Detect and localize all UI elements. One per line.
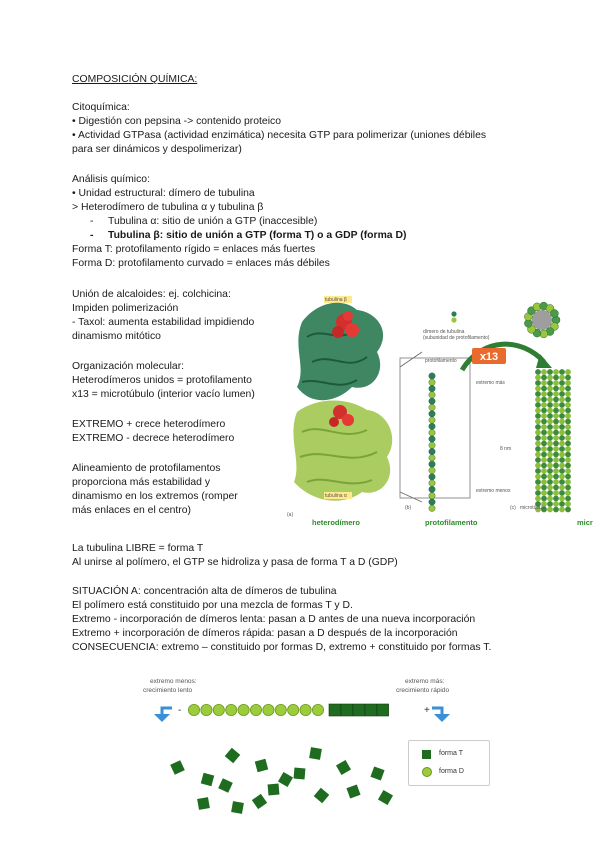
- protofilament-subunit: [429, 423, 435, 429]
- cylinder-subunit: [565, 485, 571, 491]
- figure-panel-c: (c): [510, 505, 516, 511]
- cylinder-subunit: [565, 380, 571, 386]
- cylinder-subunit: [559, 397, 565, 403]
- cylinder-subunit: [553, 391, 559, 397]
- microtubulo-small: microtúbulo: [520, 505, 546, 511]
- cylinder-subunit: [553, 402, 559, 408]
- cylinder-subunit: [553, 424, 559, 430]
- free-tubulin-scatter: [160, 740, 400, 820]
- cylinder-subunit: [559, 446, 565, 452]
- organizacion-line-2: Heterodímeros unidos = protofilamento: [72, 375, 252, 386]
- cylinder-subunit: [541, 463, 547, 469]
- cylinder-subunit: [547, 485, 553, 491]
- free-forma-t-square: [170, 760, 185, 775]
- protofilament-subunit: [429, 493, 435, 499]
- forma-t-square: [353, 704, 365, 716]
- cylinder-subunit: [559, 369, 565, 375]
- cylinder-subunit: [565, 501, 571, 507]
- cylinder-subunit: [547, 430, 553, 436]
- plus-sign: +: [424, 705, 430, 716]
- forma-t-square: [329, 704, 341, 716]
- free-forma-t-square: [336, 760, 351, 775]
- protofilament-subunit: [429, 404, 435, 410]
- cylinder-subunit: [559, 391, 565, 397]
- legend-circle-icon: [422, 767, 432, 777]
- protofilament-subunit: [429, 411, 435, 417]
- filament-diagram-svg: [150, 696, 450, 726]
- situacion-line-2: El polímero está constituido por una mezcla de formas T y D.: [72, 600, 353, 611]
- extremo-minus-line: EXTREMO - decrece heterodímero: [72, 433, 235, 444]
- analisis-line-3: Tubulina α: sitio de unión a GTP (inaccesible): [108, 216, 318, 227]
- protofilament-subunit: [429, 486, 435, 492]
- cylinder-subunit: [535, 386, 541, 392]
- situacion-line-1: SITUACIÓN A: concentración alta de dímeros de tubulina: [72, 586, 337, 597]
- protofilament-subunit: [429, 392, 435, 398]
- extremo-mas-small: extremo más: [476, 380, 505, 386]
- dimer-note-2: (subunidad de protofilamento): [423, 335, 490, 341]
- legend-forma-t: forma T: [439, 750, 463, 757]
- alcaloides-line-4: dinamismo mitótico: [72, 331, 161, 342]
- cylinder-subunit: [535, 457, 541, 463]
- forma-d-circle: [213, 704, 224, 715]
- alcaloides-line-3: - Taxol: aumenta estabilidad impidiendo: [72, 317, 255, 328]
- cylinder-subunit: [565, 386, 571, 392]
- protofilament-subunit: [429, 398, 435, 404]
- libre-line-2: Al unirse al polímero, el GTP se hidroliza y pasa de forma T a D (GDP): [72, 557, 398, 568]
- cylinder-subunit: [541, 468, 547, 474]
- free-forma-t-square: [225, 748, 240, 763]
- analisis-line-2: > Heterodímero de tubulina α y tubulina β: [72, 202, 264, 213]
- free-forma-t-square: [201, 773, 214, 786]
- cylinder-subunit: [541, 413, 547, 419]
- microtubule-cylinder: [535, 369, 571, 512]
- protofilament-subunit: [429, 499, 435, 505]
- situacion-line-5: CONSECUENCIA: extremo – constituido por formas D, extremo + constituido por formas T.: [72, 642, 492, 653]
- forma-d-circle: [201, 704, 212, 715]
- cylinder-subunit: [559, 424, 565, 430]
- page-title: COMPOSICIÓN QUÍMICA:: [72, 74, 198, 85]
- protofilament-subunit: [429, 379, 435, 385]
- forma-d-circle: [226, 704, 237, 715]
- extremo-plus-line: EXTREMO + crece heterodímero: [72, 419, 226, 430]
- cylinder-subunit: [547, 386, 553, 392]
- minus-sign: -: [178, 705, 182, 716]
- cylinder-subunit: [535, 380, 541, 386]
- cylinder-subunit: [547, 507, 553, 513]
- libre-line-1: La tubulina LIBRE = forma T: [72, 543, 204, 554]
- cylinder-subunit: [535, 452, 541, 458]
- cylinder-subunit: [565, 463, 571, 469]
- cylinder-subunit: [535, 479, 541, 485]
- cylinder-subunit: [565, 474, 571, 480]
- forma-d-circle: [312, 704, 323, 715]
- extremo-menos-small: extremo menos: [476, 488, 511, 494]
- cylinder-subunit: [541, 479, 547, 485]
- cylinder-subunit: [565, 408, 571, 414]
- protofilament-subunit: [429, 480, 435, 486]
- cylinder-subunit: [541, 490, 547, 496]
- citoquimica-bullet-1: • Digestión con pepsina -> contenido proteico: [72, 116, 281, 127]
- cylinder-subunit: [535, 408, 541, 414]
- free-forma-t-square: [231, 801, 244, 814]
- cylinder-subunit: [565, 446, 571, 452]
- cylinder-subunit: [547, 457, 553, 463]
- cylinder-subunit: [535, 496, 541, 502]
- cylinder-subunit: [553, 452, 559, 458]
- cylinder-subunit: [559, 485, 565, 491]
- free-forma-t-square: [255, 759, 268, 772]
- filament-circles: [188, 704, 323, 715]
- cylinder-subunit: [553, 474, 559, 480]
- cylinder-subunit: [535, 397, 541, 403]
- cylinder-subunit: [547, 474, 553, 480]
- cylinder-subunit: [547, 479, 553, 485]
- cylinder-subunit: [559, 452, 565, 458]
- cylinder-subunit: [559, 490, 565, 496]
- forma-d-circle: [300, 704, 311, 715]
- dimer-icon-bottom: [451, 317, 456, 322]
- cylinder-subunit: [553, 369, 559, 375]
- protofilament-subunit: [429, 467, 435, 473]
- legend-square-icon: [422, 750, 431, 759]
- cylinder-subunit: [535, 402, 541, 408]
- cylinder-subunit: [547, 463, 553, 469]
- cylinder-subunit: [541, 424, 547, 430]
- cylinder-subunit: [565, 441, 571, 447]
- cylinder-subunit: [565, 452, 571, 458]
- cylinder-subunit: [535, 375, 541, 381]
- situacion-line-4: Extremo + incorporación de dímeros rápida: pasan a D después de la incorporación: [72, 628, 458, 639]
- cylinder-subunit: [541, 446, 547, 452]
- cylinder-subunit: [553, 386, 559, 392]
- alineamiento-line-2: proporciona más estabilidad y: [72, 477, 211, 488]
- cylinder-subunit: [541, 435, 547, 441]
- cylinder-subunit: [565, 507, 571, 513]
- cylinder-subunit: [535, 490, 541, 496]
- protofilament-subunit: [429, 373, 435, 379]
- cylinder-subunit: [559, 496, 565, 502]
- situacion-line-3: Extremo - incorporación de dímeros lenta: pasan a D antes de una nueva incorporación: [72, 614, 476, 625]
- cylinder-subunit: [535, 446, 541, 452]
- extremo-menos-l1: extremo menos:: [150, 678, 197, 685]
- alcaloides-line-1: Unión de alcaloides: ej. colchicina:: [72, 289, 231, 300]
- nm-small: 8 nm: [500, 446, 512, 452]
- cylinder-subunit: [541, 430, 547, 436]
- cylinder-subunit: [559, 408, 565, 414]
- forma-d-circle: [288, 704, 299, 715]
- cylinder-subunit: [559, 380, 565, 386]
- cylinder-subunit: [559, 474, 565, 480]
- analisis-line-6: Forma D: protofilamento curvado = enlaces más débiles: [72, 258, 330, 269]
- dimer-note-1: dímero de tubulina: [423, 329, 465, 335]
- cylinder-subunit: [541, 441, 547, 447]
- cylinder-subunit: [535, 391, 541, 397]
- cylinder-subunit: [535, 369, 541, 375]
- cylinder-subunit: [547, 419, 553, 425]
- cylinder-subunit: [553, 430, 559, 436]
- forma-t-square: [341, 704, 353, 716]
- cylinder-subunit: [547, 441, 553, 447]
- protofilament-subunit: [429, 417, 435, 423]
- cylinder-subunit: [565, 369, 571, 375]
- cylinder-subunit: [541, 474, 547, 480]
- heterodimero-label: heterodímero: [312, 518, 360, 527]
- citoquimica-heading: Citoquímica:: [72, 102, 130, 113]
- cylinder-subunit: [541, 408, 547, 414]
- cylinder-subunit: [547, 402, 553, 408]
- cylinder-subunit: [559, 430, 565, 436]
- extremo-mas-l2: crecimiento rápido: [396, 687, 450, 694]
- cylinder-subunit: [535, 430, 541, 436]
- cylinder-subunit: [541, 380, 547, 386]
- forma-t-square: [377, 704, 389, 716]
- citoquimica-bullet-2a: • Actividad GTPasa (actividad enzimática) necesita GTP para polimerizar (uniones débiles: [72, 130, 487, 141]
- microtubulo-label: micr: [577, 518, 593, 527]
- figure-panel-b: (b): [405, 505, 412, 511]
- cylinder-subunit: [547, 435, 553, 441]
- filament-diagram: [150, 696, 450, 726]
- cylinder-subunit: [553, 457, 559, 463]
- cylinder-subunit: [553, 380, 559, 386]
- cylinder-subunit: [547, 397, 553, 403]
- forma-d-circle: [263, 704, 274, 715]
- forma-d-circle: [275, 704, 286, 715]
- forma-d-circle: [188, 704, 199, 715]
- cylinder-subunit: [559, 413, 565, 419]
- figure-panel-a: (a): [287, 512, 294, 518]
- cylinder-subunit: [553, 441, 559, 447]
- cylinder-subunit: [547, 391, 553, 397]
- free-forma-t-square: [268, 784, 280, 796]
- cylinder-subunit: [565, 468, 571, 474]
- cylinder-subunit: [541, 419, 547, 425]
- protofilament-column: [429, 311, 457, 511]
- cylinder-subunit: [553, 413, 559, 419]
- extremo-mas-l1: extremo más:: [405, 678, 445, 685]
- cylinder-subunit: [547, 501, 553, 507]
- cylinder-subunit: [559, 419, 565, 425]
- cylinder-subunit: [553, 479, 559, 485]
- protofilament-subunit: [429, 461, 435, 467]
- cylinder-subunit: [535, 419, 541, 425]
- cylinder-subunit: [535, 435, 541, 441]
- organizacion-line-1: Organización molecular:: [72, 361, 185, 372]
- heterodimer-illustration: [293, 296, 392, 501]
- free-forma-t-square: [378, 790, 393, 805]
- cylinder-subunit: [547, 375, 553, 381]
- cylinder-subunit: [535, 485, 541, 491]
- analisis-heading: Análisis químico:: [72, 174, 150, 185]
- filament-squares: [329, 704, 389, 716]
- cylinder-subunit: [553, 490, 559, 496]
- analisis-line-4: Tubulina β: sitio de unión a GTP (forma T) o a GDP (forma D): [108, 230, 407, 241]
- cylinder-subunit: [565, 490, 571, 496]
- cylinder-subunit: [559, 463, 565, 469]
- cylinder-subunit: [547, 490, 553, 496]
- protofilament-subunit: [429, 442, 435, 448]
- cylinder-subunit: [565, 457, 571, 463]
- protofilament-subunit: [429, 455, 435, 461]
- cylinder-subunit: [535, 474, 541, 480]
- forma-d-circle: [238, 704, 249, 715]
- cylinder-subunit: [535, 441, 541, 447]
- cylinder-subunit: [559, 468, 565, 474]
- alcaloides-line-2: Impiden polimerización: [72, 303, 179, 314]
- x13-label: x13: [479, 351, 499, 363]
- cylinder-subunit: [547, 413, 553, 419]
- cylinder-subunit: [541, 485, 547, 491]
- cylinder-subunit: [565, 413, 571, 419]
- cylinder-subunit: [553, 408, 559, 414]
- forma-t-square: [365, 704, 377, 716]
- protofilament-subunit: [429, 474, 435, 480]
- free-forma-t-square: [218, 778, 233, 793]
- free-forma-t-square: [252, 794, 267, 809]
- cylinder-subunit: [541, 457, 547, 463]
- cylinder-subunit: [565, 375, 571, 381]
- list-dash: -: [90, 216, 94, 227]
- cylinder-subunit: [553, 501, 559, 507]
- cylinder-subunit: [565, 391, 571, 397]
- free-forma-t-square: [370, 766, 384, 780]
- organizacion-line-3: x13 = microtúbulo (interior vacío lumen): [72, 389, 255, 400]
- cylinder-subunit: [541, 375, 547, 381]
- list-dash: -: [90, 230, 94, 241]
- protofilament-subunit: [429, 448, 435, 454]
- cylinder-subunit: [547, 369, 553, 375]
- free-forma-t-square: [197, 797, 210, 810]
- free-forma-t-square: [346, 784, 360, 798]
- cylinder-subunit: [535, 468, 541, 474]
- legend-forma-d: forma D: [439, 768, 464, 775]
- protofilament-subunit: [429, 385, 435, 391]
- cylinder-subunit: [541, 402, 547, 408]
- alineamiento-line-1: Alineamiento de protofilamentos: [72, 463, 221, 474]
- tubulina-b-caption: tubulina β: [325, 297, 347, 303]
- analisis-line-5: Forma T: protofilamento rígido = enlaces más fuertes: [72, 244, 316, 255]
- cylinder-subunit: [565, 435, 571, 441]
- cylinder-subunit: [553, 446, 559, 452]
- forma-d-circle: [250, 704, 261, 715]
- tubulina-a-caption: tubulina α: [325, 493, 347, 499]
- cylinder-subunit: [559, 457, 565, 463]
- cylinder-subunit: [547, 424, 553, 430]
- protofilament-subunit: [429, 436, 435, 442]
- cylinder-subunit: [565, 479, 571, 485]
- cylinder-subunit: [541, 391, 547, 397]
- dimer-icon-top: [451, 311, 456, 316]
- legend-box: [408, 740, 490, 786]
- cylinder-subunit: [541, 496, 547, 502]
- citoquimica-bullet-2b: para ser dinámicos y despolimerizar): [72, 144, 242, 155]
- cylinder-subunit: [565, 402, 571, 408]
- cylinder-subunit: [547, 496, 553, 502]
- extremo-menos-l2: crecimiento lento: [143, 687, 193, 694]
- free-forma-t-square: [294, 768, 306, 780]
- protofilament-subunit: [429, 430, 435, 436]
- cylinder-subunit: [547, 408, 553, 414]
- protofilamento-small: protofilamento: [425, 358, 457, 364]
- cylinder-subunit: [553, 435, 559, 441]
- cylinder-subunit: [553, 397, 559, 403]
- free-tubulin-scatter-svg: [160, 740, 400, 820]
- cylinder-subunit: [535, 424, 541, 430]
- free-forma-t-square: [314, 788, 329, 803]
- cylinder-subunit: [553, 463, 559, 469]
- cylinder-subunit: [559, 507, 565, 513]
- cylinder-subunit: [559, 479, 565, 485]
- free-forma-t-square: [278, 772, 293, 787]
- cylinder-subunit: [547, 468, 553, 474]
- cylinder-subunit: [565, 397, 571, 403]
- cylinder-subunit: [565, 424, 571, 430]
- cylinder-subunit: [559, 435, 565, 441]
- cylinder-subunit: [559, 375, 565, 381]
- cylinder-subunit: [565, 496, 571, 502]
- cylinder-subunit: [559, 386, 565, 392]
- cross-section-protofilament: [550, 309, 558, 317]
- cylinder-subunit: [541, 386, 547, 392]
- cylinder-subunit: [547, 446, 553, 452]
- cylinder-subunit: [553, 375, 559, 381]
- cylinder-subunit: [553, 507, 559, 513]
- cylinder-subunit: [553, 496, 559, 502]
- cylinder-subunit: [559, 441, 565, 447]
- cylinder-subunit: [541, 397, 547, 403]
- cylinder-subunit: [547, 380, 553, 386]
- free-forma-t-square: [309, 747, 322, 760]
- cylinder-subunit: [535, 463, 541, 469]
- alineamiento-line-3: dinamismo en los extremos (romper: [72, 491, 238, 502]
- alineamiento-line-4: más enlaces en el centro): [72, 505, 191, 516]
- analisis-line-1: • Unidad estructural: dímero de tubulina: [72, 188, 255, 199]
- cylinder-subunit: [559, 402, 565, 408]
- cylinder-subunit: [541, 369, 547, 375]
- cylinder-subunit: [553, 485, 559, 491]
- protofilamento-label: protofilamento: [425, 518, 478, 527]
- cylinder-subunit: [559, 501, 565, 507]
- cylinder-subunit: [553, 419, 559, 425]
- protofilament-subunit: [429, 505, 435, 511]
- cylinder-subunit: [565, 419, 571, 425]
- cylinder-subunit: [565, 430, 571, 436]
- cylinder-subunit: [553, 468, 559, 474]
- microtubule-cross-section: [524, 302, 560, 338]
- cylinder-subunit: [541, 452, 547, 458]
- cylinder-subunit: [535, 413, 541, 419]
- cylinder-subunit: [547, 452, 553, 458]
